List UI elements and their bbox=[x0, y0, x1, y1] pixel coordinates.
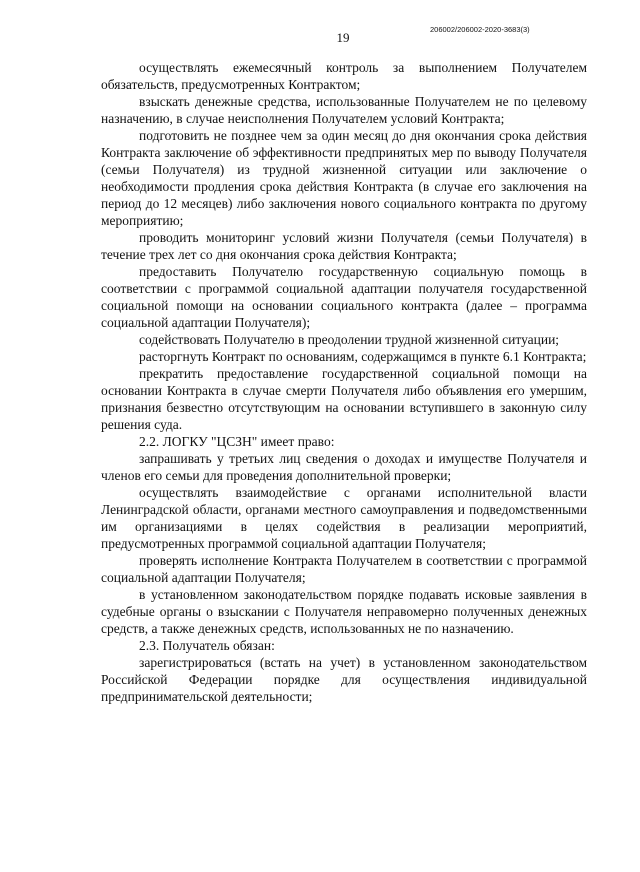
paragraph-monitoring: проводить мониторинг условий жизни Получателя (семьи Получателя) в течение трех лет со дня окончания срока действия Контракта; bbox=[101, 230, 587, 262]
paragraph-check-execution: проверять исполнение Контракта Получателем в соответствии с программой социальной адаптации Получателя; bbox=[101, 553, 587, 585]
paragraph-prepare-conclusion: подготовить не позднее чем за один месяц до дня окончания срока действия Контракта заключение об эффективности предпринятых мер по выводу Получателя (семьи Получателя) из трудной жизненной ситуации или заключение о необходимости продления срока действия Контракта (в случае его заключения на период до 12 месяцев) либо заключения нового социального контракта по другому мероприятию; bbox=[101, 128, 587, 228]
paragraph-recover-funds: взыскать денежные средства, использованные Получателем не по целевому назначению, в случае неисполнения Получателем условий Контракта; bbox=[101, 94, 587, 126]
paragraph-register: зарегистрироваться (встать на учет) в установленном законодательством Российской Федерации порядке для осуществления индивидуальной предпринимательской деятельности; bbox=[101, 655, 587, 704]
paragraph-stop-assistance: прекратить предоставление государственной социальной помощи на основании Контракта в случае смерти Получателя либо объявления его умершим, признания безвестно отсутствующим на основании вступившего в законную силу решения суда. bbox=[101, 366, 587, 432]
paragraph-request-info: запрашивать у третьих лиц сведения о доходах и имуществе Получателя и членов его семьи для проведения дополнительной проверки; bbox=[101, 451, 587, 483]
paragraph-terminate-contract: расторгнуть Контракт по основаниям, содержащимся в пункте 6.1 Контракта; bbox=[139, 349, 587, 364]
paragraph-cooperate: осуществлять взаимодействие с органами исполнительной власти Ленинградской области, органами местного самоуправления и подведомственными им организациями в целях содействия в реализации мероприятий, предусмотренных программой социальной адаптации Получателя; bbox=[101, 485, 587, 551]
paragraph-monthly-control: осуществлять ежемесячный контроль за выполнением Получателем обязательств, предусмотренных Контрактом; bbox=[101, 60, 587, 92]
paragraph-provide-assistance: предоставить Получателю государственную социальную помощь в соответствии с программой социальной адаптации получателя государственной социальной помощи на основании социального контракта (далее – программа социальной адаптации Получателя); bbox=[101, 264, 587, 330]
document-body bbox=[101, 59, 587, 705]
section-heading-2-3: 2.3. Получатель обязан: bbox=[139, 638, 275, 653]
paragraph-assist-recipient: содействовать Получателю в преодолении трудной жизненной ситуации; bbox=[139, 332, 560, 347]
section-heading-2-2: 2.2. ЛОГКУ "ЦСЗН" имеет право: bbox=[139, 434, 335, 449]
document-code: 206002/206002-2020-3683(3) bbox=[430, 25, 530, 34]
paragraph-file-claims: в установленном законодательством порядке подавать исковые заявления в судебные органы о взыскании с Получателя неправомерно полученных денежных средств, а также денежных средств, использованных не по назначению. bbox=[101, 587, 587, 636]
page-number: 19 bbox=[336, 30, 350, 45]
